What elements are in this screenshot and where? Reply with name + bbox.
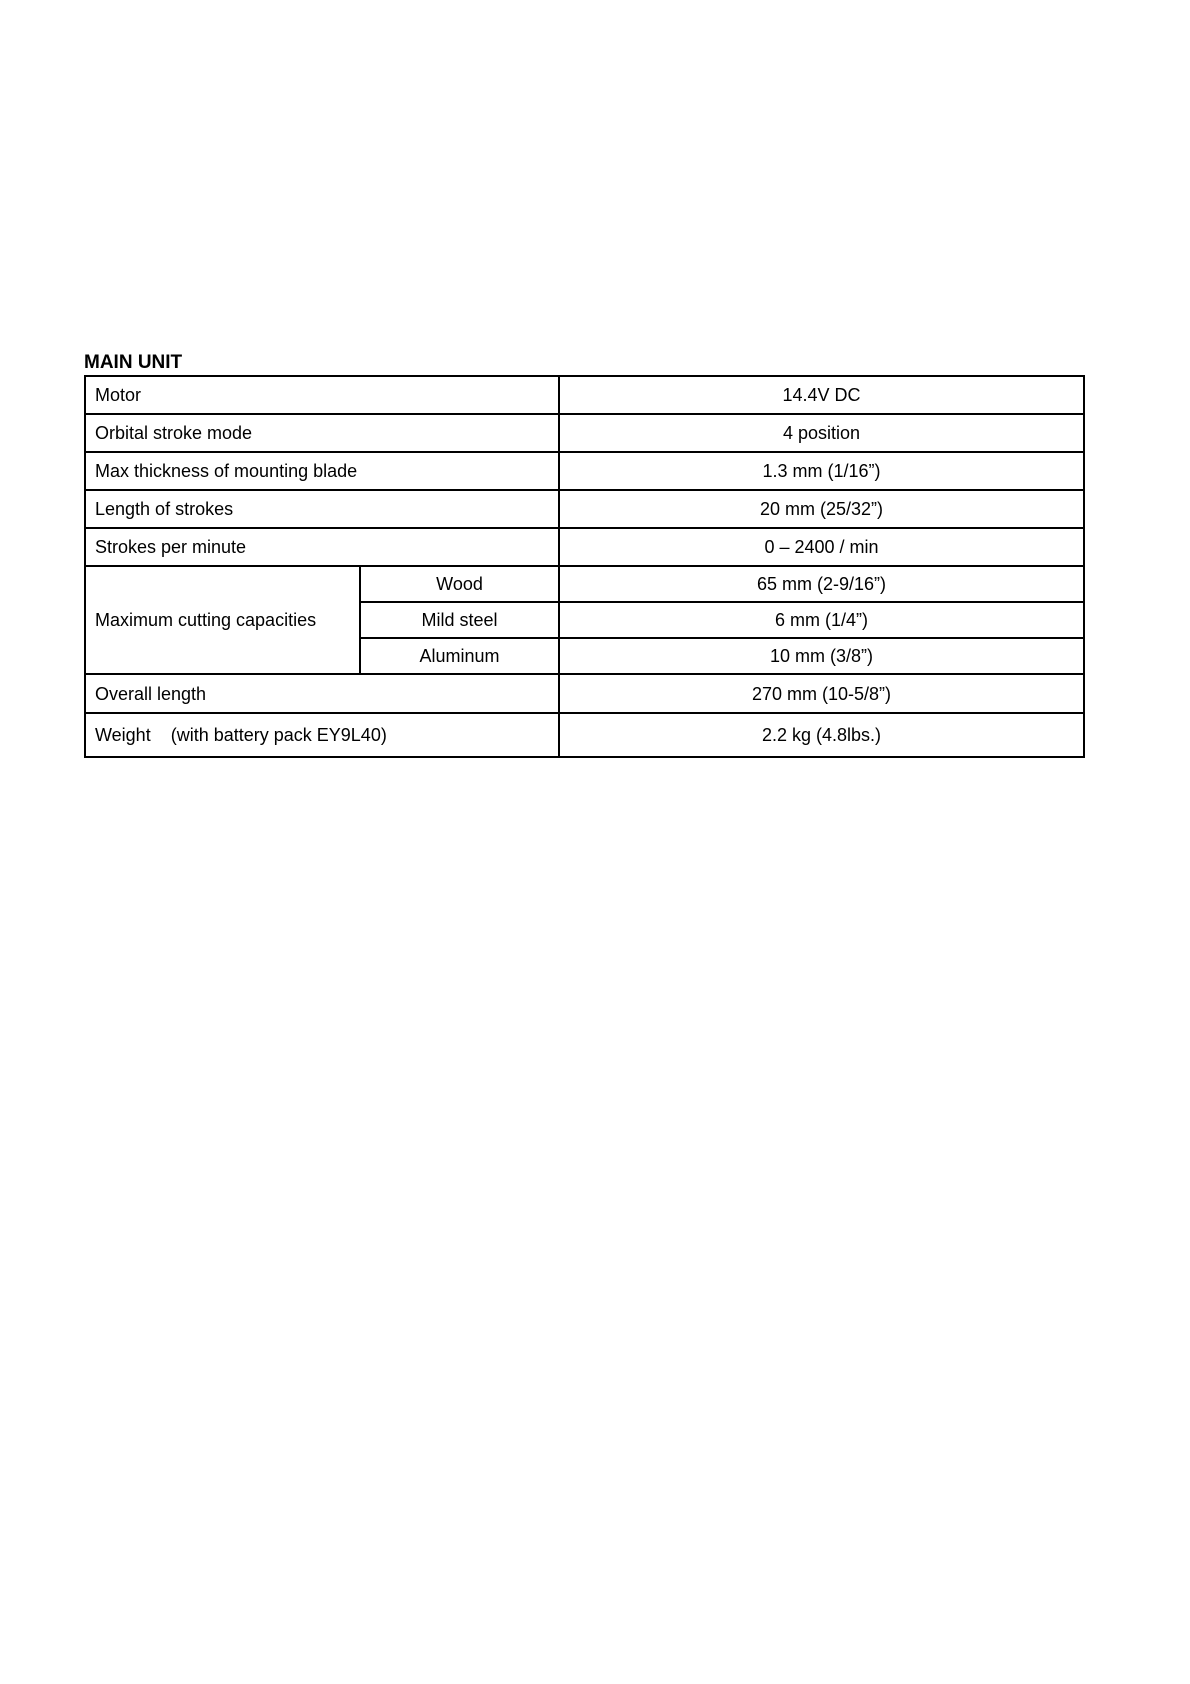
spec-label: Orbital stroke mode xyxy=(85,414,559,452)
spec-row-orbital-stroke-mode xyxy=(85,414,1084,452)
spec-value: 65 mm (2-9/16”) xyxy=(559,566,1084,602)
spec-label: Motor xyxy=(85,376,559,414)
spec-value: 1.3 mm (1/16”) xyxy=(559,452,1084,490)
material-label: Aluminum xyxy=(360,638,559,674)
spec-value: 6 mm (1/4”) xyxy=(559,602,1084,638)
spec-row-strokes-per-minute xyxy=(85,528,1084,566)
spec-value: 14.4V DC xyxy=(559,376,1084,414)
spec-row-max-thickness xyxy=(85,452,1084,490)
weight-label-cell xyxy=(85,713,559,757)
material-label: Wood xyxy=(360,566,559,602)
spec-label: Length of strokes xyxy=(85,490,559,528)
spec-value: 2.2 kg (4.8lbs.) xyxy=(559,713,1084,757)
section-title: MAIN UNIT xyxy=(84,352,183,373)
spec-table xyxy=(84,375,1085,758)
spec-label: Strokes per minute xyxy=(85,528,559,566)
spec-value: 270 mm (10-5/8”) xyxy=(559,674,1084,713)
spec-label: Overall length xyxy=(85,674,559,713)
spec-row-weight xyxy=(85,713,1084,757)
spec-value: 4 position xyxy=(559,414,1084,452)
cutting-capacities-label: Maximum cutting capacities xyxy=(85,566,360,674)
spec-value: 20 mm (25/32”) xyxy=(559,490,1084,528)
spec-value: 0 – 2400 / min xyxy=(559,528,1084,566)
spec-row-motor xyxy=(85,376,1084,414)
weight-note: (with battery pack EY9L40) xyxy=(170,725,387,745)
weight-label: Weight xyxy=(95,725,151,745)
spec-row-length-of-strokes xyxy=(85,490,1084,528)
spec-row-overall-length xyxy=(85,674,1084,713)
spec-value: 10 mm (3/8”) xyxy=(559,638,1084,674)
spec-label: Max thickness of mounting blade xyxy=(85,452,559,490)
material-label: Mild steel xyxy=(360,602,559,638)
spec-row-cutting-wood xyxy=(85,566,1084,602)
